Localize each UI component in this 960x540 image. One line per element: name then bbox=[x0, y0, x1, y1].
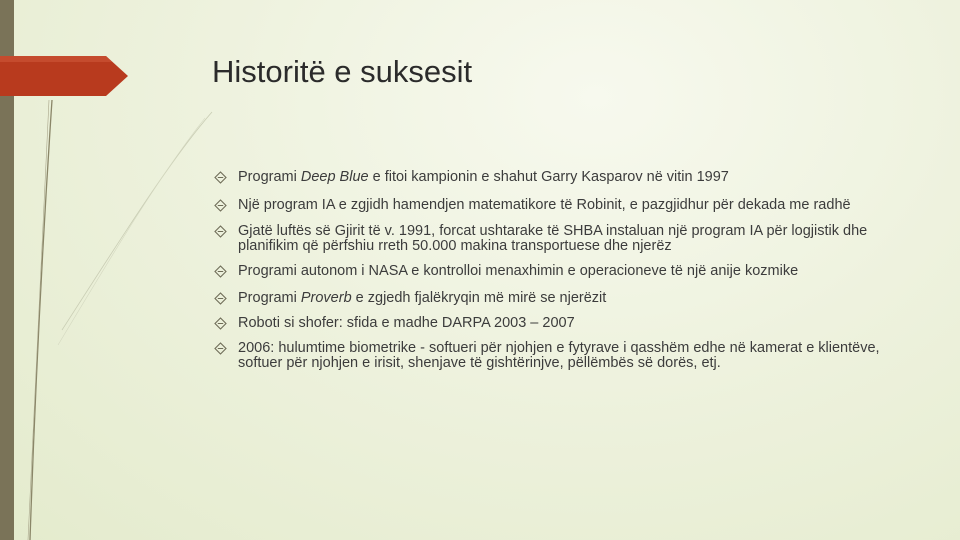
diamond-outline-icon bbox=[214, 265, 227, 278]
slide-title: Historitë e suksesit bbox=[212, 54, 473, 89]
title-accent-arrow bbox=[0, 56, 128, 96]
bullet-item-proverb: Programi Proverb e zgjedh fjalëkryqin më mirë se njerëzit bbox=[213, 291, 913, 306]
diamond-outline-icon bbox=[214, 225, 227, 238]
diamond-outline-icon bbox=[214, 199, 227, 212]
program-name: Proverb bbox=[300, 290, 352, 306]
bullet-list bbox=[213, 170, 913, 371]
diamond-outline-icon bbox=[214, 342, 227, 355]
bullet-item-deep-blue: Programi Deep Blue e fitoi kampionin e shahut Garry Kasparov në vitin 1997 bbox=[213, 170, 913, 185]
bullet-item-biometrics: 2006: hulumtime biometrike - softueri për njohjen e fytyrave i qasshëm edhe në kamerat e klientëve, softuer për njohjen e irisit, shenjave të gishtërinjve, pëllëmbës së dorës, etj. bbox=[213, 341, 913, 371]
diamond-outline-icon bbox=[214, 292, 227, 305]
bullet-item-robbins: Një program IA e zgjidh hamendjen matematikore të Robinit, e pazgjidhur për dekada me radhë bbox=[213, 198, 913, 213]
bullet-item-gulf-war: Gjatë luftës së Gjirit të v. 1991, forcat ushtarake të SHBA instaluan një program IA për logjistik dhe planifikim që përfshiu rreth 50.000 makina transportuese dhe njerëz bbox=[213, 224, 913, 254]
diamond-outline-icon bbox=[214, 171, 227, 184]
diamond-outline-icon bbox=[214, 317, 227, 330]
bullet-item-nasa: Programi autonom i NASA e kontrolloi menaxhimin e operacioneve të një anije kozmike bbox=[213, 264, 913, 279]
bullet-item-darpa: Roboti si shofer: sfida e madhe DARPA 2003 – 2007 bbox=[213, 316, 913, 331]
program-name: Deep Blue bbox=[300, 169, 369, 185]
